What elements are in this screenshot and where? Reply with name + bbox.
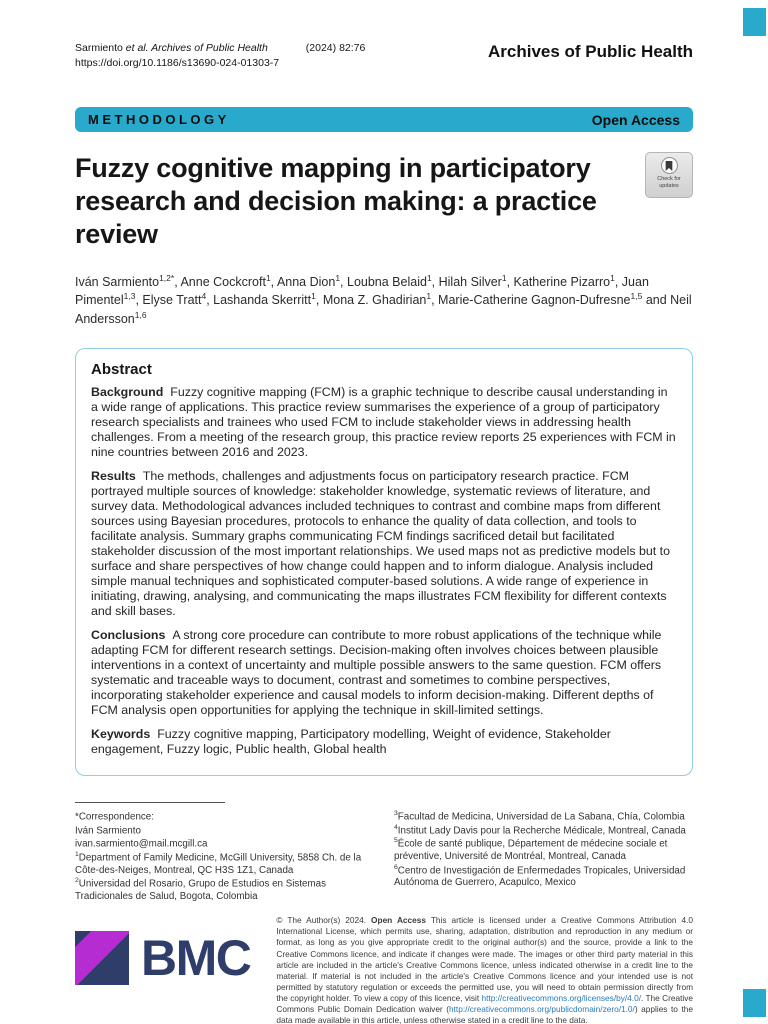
author-affiliation-sup: 1 [265, 272, 271, 283]
affiliation-5: $^5$École de santé publique, Département de médecine sociale et préventive, Université de Montréal, Montreal, Canada [394, 837, 668, 863]
author: Anna Dion$^1$, [276, 272, 347, 289]
author-affiliation-sup: 1 [335, 272, 341, 283]
copyright-part3: . The Creative Commons Public Domain Dedication waiver ( [276, 992, 693, 1014]
bmc-logo-icon [75, 931, 129, 985]
affiliation-2: $^2$Universidad del Rosario, Grupo de Estudios en Sistemas Tradicionales de Salud, Bogota, Colombia [75, 877, 327, 902]
check-for-updates-label [657, 176, 681, 190]
keywords-label: Keywords [91, 727, 151, 742]
correspondence-label: *Correspondence: [75, 811, 154, 823]
doi-text: https://doi.org/10.1186/s13690-024-01303-7 [75, 57, 280, 69]
cc-license-link[interactable]: http://creativecommons.org/licenses/by/4.0/ [481, 992, 642, 1003]
affiliation-6: $^6$Centro de Investigación de Enfermedades Tropicales, Universidad Autónoma de Guerrero, Acapulco, Mexico [394, 863, 686, 889]
open-access-label: Open Access [591, 111, 680, 128]
author: Mona Z. Ghadirian$^1$, [322, 291, 439, 308]
copyright-part4: ) applies to the data made available in this article, unless otherwise stated in a credit line to the data. [276, 1003, 693, 1024]
abstract-conclusions [91, 628, 677, 718]
footnotes-left-column [75, 810, 374, 903]
abstract-box [75, 348, 693, 776]
copyright-part1: © The Author(s) 2024. [276, 915, 372, 926]
check-for-updates-icon [661, 157, 678, 174]
keywords-text: Fuzzy cognitive mapping, Participatory modelling, Weight of evidence, Stakeholder engagement, Fuzzy logic, Public health, Global health [91, 727, 611, 757]
bmc-logo [75, 931, 250, 985]
author: Loubna Belaid$^1$, [347, 272, 439, 289]
abstract-heading: Abstract [91, 361, 152, 379]
author: Iván Sarmiento$^{1,2*}$, [75, 272, 181, 289]
author: Elyse Tratt$^4$, [142, 291, 214, 308]
affiliation-1: $^1$Department of Family Medicine, McGill University, 5858 Ch. de la Côte-des-Neiges, Montreal, QC H3S 1Z1, Canada [75, 851, 362, 876]
author: Marie-Catherine Gagnon-Dufresne$^{1,5}$ and [438, 291, 671, 308]
author-affiliation-sup: 1,6 [134, 309, 147, 320]
check-for-updates-button[interactable] [645, 152, 693, 198]
citation-block [75, 42, 365, 69]
journal-name: Archives of Public Health [488, 42, 693, 61]
citation-line [75, 42, 365, 54]
citation-journal-italic: et al. Archives of Public Health [125, 42, 268, 54]
abstract-keywords [91, 727, 677, 757]
correspondence-email: ivan.sarmiento@mail.mcgill.ca [75, 838, 208, 850]
footnote-divider [75, 802, 225, 803]
publisher-footer [75, 915, 693, 1024]
author-affiliation-sup: 1,5 [630, 291, 643, 302]
abstract-background-text: Fuzzy cognitive mapping (FCM) is a graphic technique to describe causal understanding in a wide range of applications. This practice review summarises the experience of a group of participatory research specialists and trainees who used FCM to include stakeholder views in addressing health challenges. From a meeting of the research group, this practice review reports 25 experiences with FCM in nine countries between 2016 and 2023. [91, 385, 676, 460]
citation-issue: (2024) 82:76 [305, 42, 366, 54]
citation-author: Sarmiento [75, 42, 126, 54]
author: Juan Pimentel$^{1,3}$, [75, 274, 649, 308]
author: Lashanda Skerritt$^1$, [213, 291, 323, 308]
correspondence-name: Iván Sarmiento [75, 825, 141, 836]
author-affiliation-sup: 1 [311, 291, 316, 302]
author-affiliation-sup: 1 [501, 272, 507, 283]
check-updates-line1: Check for [657, 176, 681, 182]
copyright-open-access-label: Open Access [371, 915, 427, 926]
abstract-results-label: Results [91, 469, 136, 484]
abstract-conclusions-label: Conclusions [91, 628, 166, 643]
check-updates-line2: updates [659, 183, 679, 190]
author-affiliation-sup: 1,2* [159, 272, 175, 283]
page-title: Fuzzy cognitive mapping in participatory research and decision making: a practice review [75, 153, 597, 249]
author-list [75, 273, 693, 328]
footnotes-right-column [394, 810, 693, 903]
bookmark-icon [665, 161, 673, 171]
author-affiliation-sup: 4 [201, 291, 207, 302]
copyright-part2: This article is licensed under a Creative Commons Attribution 4.0 International License, which permits use, sharing, adaptation, distribution and reproduction in any medium or format, as long as you give appropriate credit to the original author(s) and the source, provide a link to the Creative Commons licence, and indicate if changes were made. The images or other third party material in this article are included in the article's Creative Commons licence, unless indicated otherwise in a credit line to the material. If material is not included in the article's Creative Commons licence and your intended use is not permitted by statutory regulation or exceeds the permitted use, you will need to obtain permission directly from the copyright holder. To view a copy of this licence, visit [276, 915, 694, 1003]
footnotes [75, 810, 693, 903]
abstract-background-label: Background [91, 385, 164, 400]
affiliation-3: $^3$Facultad de Medicina, Universidad de La Sabana, Chía, Colombia [394, 810, 685, 823]
author-affiliation-sup: 1 [426, 291, 432, 302]
running-header [75, 42, 693, 69]
abstract-background [91, 385, 677, 460]
author-affiliation-sup: 1 [426, 272, 432, 283]
article-type-banner [75, 107, 693, 132]
author-affiliation-sup: 1,3 [123, 291, 136, 302]
author-affiliation-sup: 1 [610, 272, 615, 283]
bmc-logo-text: BMC [141, 930, 251, 987]
abstract-results [91, 469, 677, 619]
author: Katherine Pizarro$^1$, [513, 272, 622, 289]
abstract-conclusions-text: A strong core procedure can contribute to more robust applications of the technique while adapting FCM for different research settings. Decision-making often involves choices between plausible interventions in a context of uncertainty and multiple possible answers to the same question. FCM offers systematic and traceable ways to document, contrast and sometimes to combine perspectives, incorporating stakeholder experience and causal models to inform decision-making. Different depths of FCM analysis open opportunities for applying the technique in skill-limited settings. [91, 628, 662, 718]
author: Anne Cockcroft$^1$, [180, 272, 277, 289]
author: Neil Andersson$^{1,6}$ [75, 293, 692, 326]
page-corner-mark-top [743, 8, 766, 36]
article-type-label: METHODOLOGY [88, 112, 230, 127]
author: Hilah Silver$^1$, [438, 272, 514, 289]
cc-public-domain-link[interactable]: http://creativecommons.org/publicdomain/zero/1.0/ [449, 1003, 635, 1014]
abstract-results-text: The methods, challenges and adjustments focus on participatory research practice. FCM portrayed multiple sources of knowledge: stakeholder knowledge, systematic reviews of literature, and survey data. Methodological advances included techniques to contrast and combine maps from different sources using Bayesian procedures, protocols to enhance the quality of data collection, and tools to facilitate analysis. Summary graphs communicating FCM findings sacrificed detail but facilitated stakeholder discussion of the most important relationships. We used maps not as predictive models but to surface and share perspectives of how change could happen and to inform dialogue. Analysis included simple manual techniques and sophisticated computer-based solutions. A wide range of experience in initiating, drawing, analysing, and communicating the maps illustrates FCM flexibility for different contexts and skill bases. [91, 469, 670, 619]
affiliation-4: $^4$Institut Lady Davis pour la Recherche Médicale, Montreal, Canada [394, 823, 686, 836]
copyright-notice [276, 915, 693, 1024]
page-corner-mark-bottom [743, 989, 766, 1017]
